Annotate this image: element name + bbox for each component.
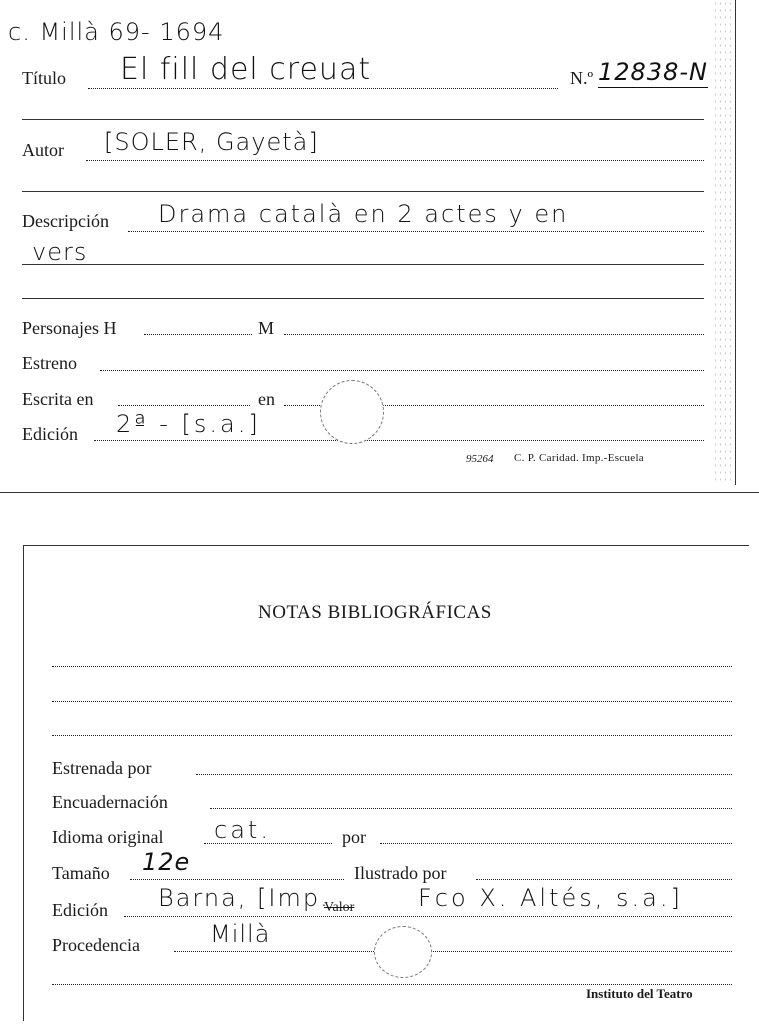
notes-line-2 (52, 701, 732, 702)
personajes-m-line (284, 334, 704, 335)
edicion-value: 2ª - [s.a.] (116, 410, 261, 438)
estreno-label: Estreno (22, 353, 77, 373)
escrita-label: Escrita en (22, 389, 94, 409)
estrenada-label: Estrenada por (52, 758, 152, 778)
rule-2 (22, 191, 704, 192)
edicion2-struck-text: Valor (324, 900, 355, 915)
catalog-card-front (0, 0, 736, 485)
titulo-value: El fill del creuat (120, 52, 372, 87)
personajes-label: Personajes H (22, 318, 117, 338)
punch-hole-2 (374, 926, 432, 978)
idioma-label: Idioma original (52, 827, 164, 847)
numero-value: 12838-N (598, 58, 708, 86)
edicion2-label: Edición (52, 900, 108, 920)
escrita-en-label: en (258, 389, 275, 409)
notes-line-last (52, 984, 732, 985)
autor-line (86, 160, 704, 161)
catalog-card-back (23, 545, 749, 1021)
personajes-h-line (144, 334, 252, 335)
procedencia-value: Millà (210, 920, 271, 948)
idioma-por-line (380, 843, 732, 844)
titulo-label: Título (22, 68, 66, 88)
edicion2-value-b: Fco X. Altés, s.a.] (418, 884, 683, 912)
edicion2-value-a: Barna, [Imp. (158, 884, 330, 912)
edicion-line (94, 440, 704, 441)
printer-number: 95264 (466, 453, 494, 465)
edicion-label: Edición (22, 424, 78, 444)
ilustrado-label: Ilustrado por (354, 863, 447, 883)
escrita-line (118, 405, 250, 406)
notas-heading: NOTAS BIBLIOGRÁFICAS (258, 602, 492, 623)
rule-1 (22, 119, 704, 120)
corner-reference: c. Millà 69- 1694 (8, 18, 225, 46)
notes-line-1 (52, 666, 732, 667)
estrenada-line (196, 774, 732, 775)
descripcion-label: Descripción (22, 211, 109, 231)
idioma-por-label: por (342, 827, 366, 847)
tamano-label: Tamaño (52, 863, 110, 883)
procedencia-line (174, 951, 732, 952)
numero-label: N.º (570, 68, 594, 88)
rule-3 (22, 264, 704, 265)
procedencia-label: Procedencia (52, 935, 140, 955)
descripcion-value-1: Drama català en 2 actes y en (158, 200, 569, 228)
descripcion-value-2: vers (32, 238, 88, 266)
idioma-value: cat. (214, 816, 271, 844)
autor-label: Autor (22, 140, 64, 160)
estreno-line (100, 370, 704, 371)
encuadernacion-line (210, 808, 732, 809)
separator-line (0, 492, 759, 493)
notes-line-3 (52, 735, 732, 736)
descripcion-line (128, 231, 704, 232)
tamano-value: 12e (142, 848, 191, 876)
titulo-line (88, 88, 558, 89)
rule-4 (22, 298, 704, 299)
ilustrado-line (476, 879, 732, 880)
autor-value: [SOLER, Gayetà] (104, 128, 319, 156)
printer-text: C. P. Caridad. Imp.-Escuela (514, 452, 644, 464)
punch-hole-1 (320, 380, 384, 444)
edicion2-line (124, 916, 732, 917)
card-edge-texture (713, 0, 735, 485)
footer-institution: Instituto del Teatro (586, 986, 693, 1001)
personajes-m-label: M (258, 318, 275, 338)
tamano-line (130, 879, 344, 880)
encuadernacion-label: Encuadernación (52, 792, 168, 812)
